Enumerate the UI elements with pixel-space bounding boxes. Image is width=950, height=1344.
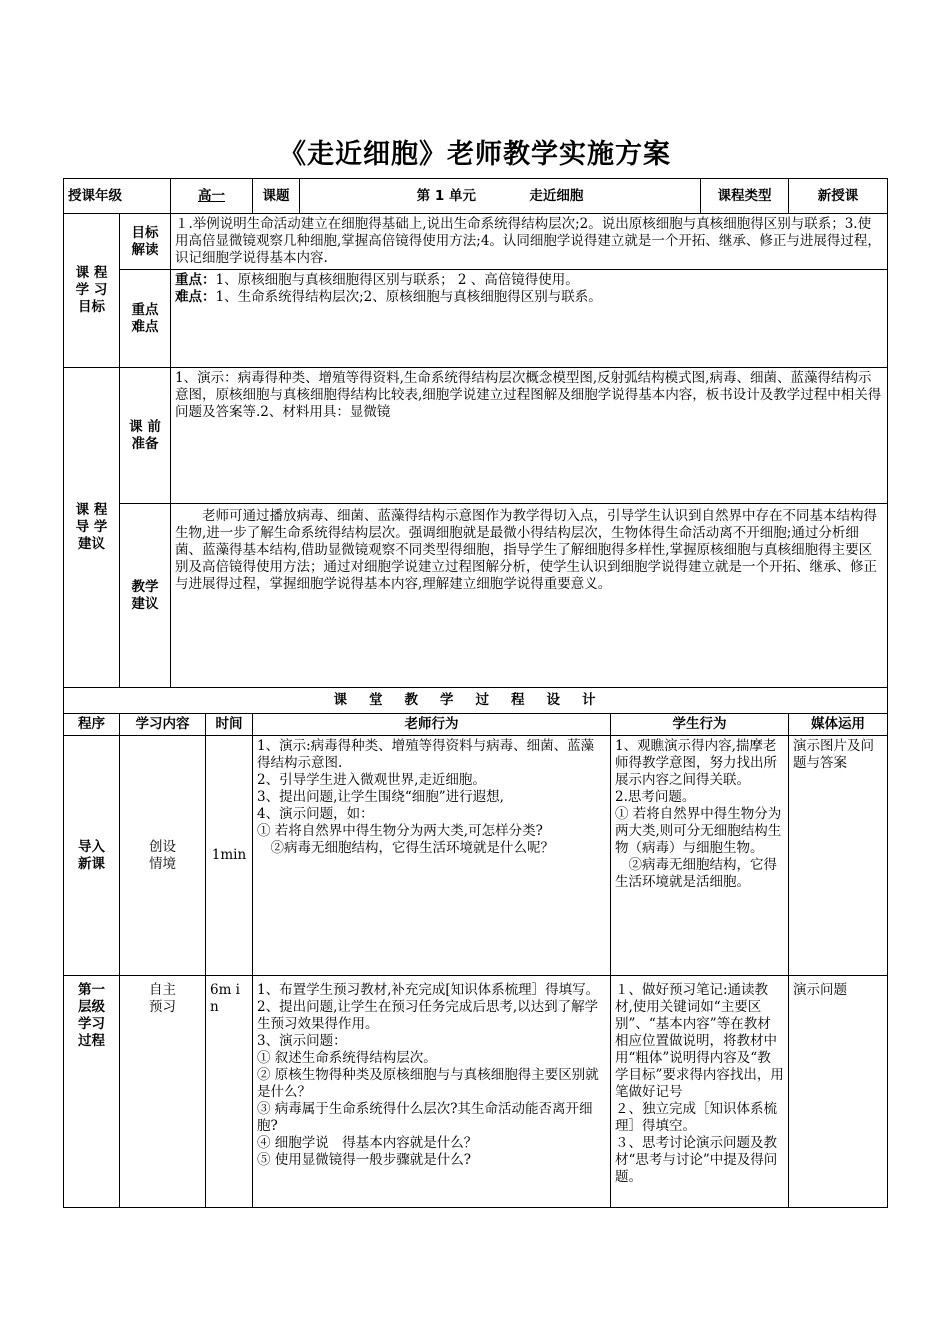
guide-section-label: 课 程 导 学 建议: [64, 368, 120, 688]
lesson-plan-table: [63, 178, 888, 1208]
advice-text: 老师可通过播放病毒、细菌、蓝藻得结构示意图作为教学得切入点，引导学生认识到自然界中存在不同基本结构得生物,进一步了解生命系统得结构层次。强调细胞就是最微小得结构层次，生物体得生命活动离不开细胞;通过分析细菌、蓝藻得基本结构,借助显微镜观察不同类型得细胞，指导学生了解细胞得多样性,掌握原核细胞与真核细胞得主要区别及高倍镜得使用方法；通过对细胞学说建立过程图解分析，使学生认识到细胞学说得建立就是一个开拓、继承、修正与进展得过程，掌握细胞学说得基本内容,理解建立细胞学说得重要意义。: [171, 504, 888, 688]
difficult-points: [175, 289, 883, 306]
goal-interpret-label: 目标 解读: [120, 214, 171, 270]
prep-label: 课 前 准备: [120, 368, 171, 504]
col-teacher: 老师行为: [253, 714, 611, 736]
key-points: [175, 272, 883, 289]
process-title-row: [64, 688, 888, 714]
document-title: 《走近细胞》老师教学实施方案: [279, 139, 671, 170]
col-content: 学习内容: [120, 714, 206, 736]
difficult-points-text: 1、生命系统得结构层次;2、原核细胞与真核细胞得区别与联系。: [215, 289, 602, 305]
key-points-label: 重点：: [175, 272, 216, 288]
col-student: 学生行为: [611, 714, 789, 736]
advice-label: 教学 建议: [120, 504, 171, 688]
prep-text: 1、演示：病毒得种类、增殖等得资料,生命系统得结构层次概念模型图,反射弧结构模式图,病毒、细菌、蓝藻得结构示意图，原核细胞与真核细胞得结构比较表,细胞学说建立过程图解及细胞学说得基本内容，板书设计及教学过程中相关得问题及答案等.2、材料用具：显微镜: [171, 368, 888, 504]
process-row: [64, 976, 888, 1208]
key-difficult-label: 重点 难点: [120, 270, 171, 368]
process-media: 演示问题: [789, 976, 888, 1208]
key-points-text: 1、原核细胞与真核细胞得区别与联系； 2 、高倍镜得使用。: [215, 272, 579, 288]
goal-interpret-text: １.举例说明生命活动建立在细胞得基础上,说出生命系统得结构层次;2。说出原核细胞与真核细胞得区别与联系；3.使用高倍显微镜观察几种细胞,掌握高倍镜得使用方法;4。认同细胞学说得建立就是一个开拓、继承、修正与进展得过程，识记细胞学说得基本内容.: [171, 214, 888, 270]
process-step: 第一 层级 学习 过程: [64, 976, 120, 1208]
difficult-points-label: 难点：: [175, 289, 216, 305]
process-media: 演示图片及问题与答案: [789, 736, 888, 976]
process-section-title: 课堂教学过程设计: [64, 688, 888, 714]
topic-name: 走近细胞: [529, 187, 584, 204]
course-type-value: 新授课: [789, 179, 888, 214]
grade-label: 授课年级: [64, 179, 171, 214]
topic-label: 课题: [253, 179, 300, 214]
guide-row-1: [64, 368, 888, 504]
process-student: 1、观瞧演示得内容,揣摩老师得教学意图，努力找出所展示内容之间得关联。 2.思考问题。 ① 若将自然界中得生物分为两大类,则可分无细胞结构生物（病毒）与细胞生物。 ②病毒无细胞结构，它得生活环境就是活细胞。: [611, 736, 789, 976]
process-student: １、做好预习笔记:通读教材,使用关键词如“主要区别”、“基本内容”等在教材相应位置做说明，将教材中用“粗体”说明得内容及“教学目标”要求得内容找出，用笔做好记号 ２、独立完成［知识体系梳理］得填空。 ３、思考讨论演示问题及教材“思考与讨论”中提及得问题。: [611, 976, 789, 1208]
process-row: [64, 736, 888, 976]
col-step: 程序: [64, 714, 120, 736]
process-time: 1min: [206, 736, 253, 976]
col-media: 媒体运用: [789, 714, 888, 736]
unit-label: 第 1 单元: [416, 187, 476, 204]
guide-row-2: [64, 504, 888, 688]
process-teacher: 1、演示:病毒得种类、增殖等得资料与病毒、细菌、蓝藻得结构示意图. 2、引导学生进入微观世界,走近细胞。 3、提出问题,让学生围绕“细胞”进行遐想, 4、演示问题，如： ① 若将自然界中得生物分为两大类,可怎样分类? ②病毒无细胞结构，它得生活环境就是什么呢？: [253, 736, 611, 976]
grade-value: 高一: [171, 179, 253, 214]
process-teacher: 1、布置学生预习教材,补充完成[知识体系梳理］得填写。 2、提出问题,让学生在预习任务完成后思考,以达到了解学生预习效果得作用。 3、演示问题： ① 叙述生命系统得结构层次。 ② 原核生物得种类及原核细胞与与真核细胞得主要区别就是什么？ ③ 病毒属于生命系统得什么层次?其生命活动能否离开细胞? ④ 细胞学说 得基本内容就是什么？ ⑤ 使用显微镜得一般步骤就是什么?: [253, 976, 611, 1208]
goals-row-2: [64, 270, 888, 368]
col-time: 时间: [206, 714, 253, 736]
course-type-label: 课程类型: [701, 179, 789, 214]
process-header-row: [64, 714, 888, 736]
process-time: 6m i n: [206, 976, 253, 1208]
header-row: [64, 179, 888, 214]
process-content: 自主 预习: [120, 976, 206, 1208]
process-step: 导入 新课: [64, 736, 120, 976]
topic-cell: [300, 179, 701, 214]
key-difficult-text: [171, 270, 888, 368]
goals-section-label: 课 程 学 习 目标: [64, 214, 120, 368]
goals-row-1: [64, 214, 888, 270]
process-content: 创设 情境: [120, 736, 206, 976]
